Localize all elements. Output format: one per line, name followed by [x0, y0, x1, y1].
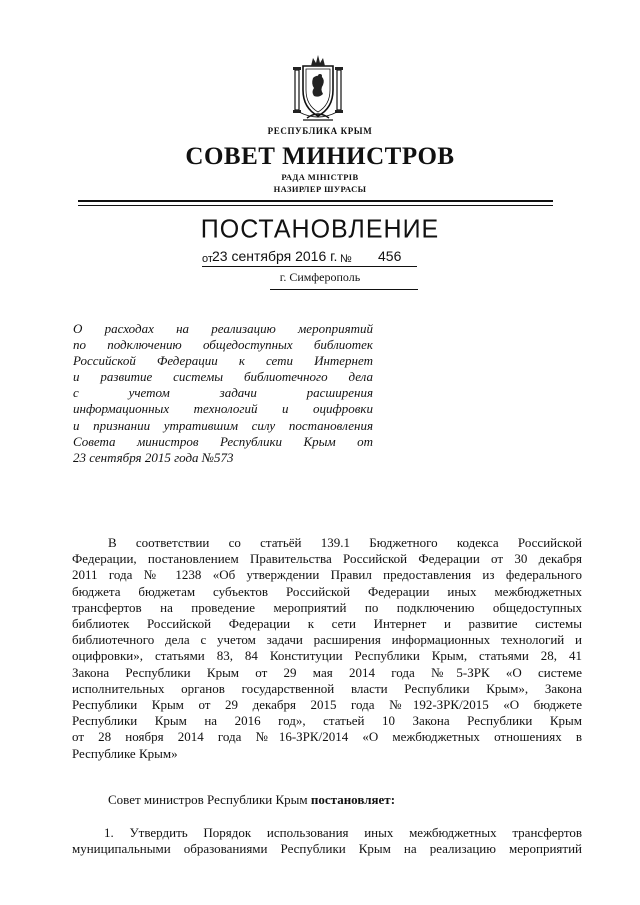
paragraph-line: от 28 ноября 2014 года №16-ЗРК/2014 «О межбюджетных отношениях в	[72, 729, 582, 745]
paragraph-line: Республики Крым от 29 декабря 2015 года №192-ЗРК/2015 «О бюджете	[72, 697, 582, 713]
paragraph-line: Республике Крым»	[72, 745, 178, 761]
item-1-paragraph	[72, 825, 582, 857]
paragraph-line: библиотечного дела с учетом задачи расширения информационных технологий и	[72, 632, 582, 648]
paragraph-line: Республики Крым на 2016 год», статьей 10 Закона Республики Крым	[72, 713, 582, 729]
council-name: СОВЕТ МИНИСТРОВ	[185, 143, 455, 170]
resolves-text: Совет министров Республики Крым	[108, 792, 311, 807]
decree-number: 456	[378, 248, 402, 264]
paragraph-line: трансфертов на проведение мероприятий по подключению общедоступных	[72, 599, 582, 615]
paragraph-line: исполнительных органов государственной власти Республики Крым», Закона	[72, 680, 582, 696]
resolves-keyword: постановляет:	[310, 792, 396, 807]
paragraph-line: библиотек Российской Федерации к сети Интернет и развитие системы	[72, 616, 582, 632]
date-underline	[202, 266, 417, 267]
decree-subject	[73, 321, 373, 466]
decree-title: ПОСТАНОВЛЕНИЕ	[200, 214, 440, 244]
paragraph-line: 1. Утвердить Порядок использования иных межбюджетных трансфертов	[104, 825, 582, 840]
paragraph-line: Федерации, постановлением Правительства Российской Федерации от 30 декабря	[72, 551, 582, 567]
decree-city: г. Симферополь	[279, 270, 361, 284]
paragraph-line: Закона Республики Крым от 29 мая 2014 года №5-ЗРК «О системе	[72, 664, 582, 680]
resolves-paragraph	[72, 792, 618, 808]
decree-date: 23 сентября 2016 г.	[212, 248, 338, 264]
subject-line: О расходах на реализацию мероприятий	[73, 321, 373, 336]
subject-line: по подключению общедоступных библиотек	[73, 337, 373, 353]
header-rule-thin	[78, 205, 553, 206]
paragraph-line: 2011 года № 1238 «Об утверждении Правил предоставления из федерального	[72, 567, 582, 583]
subject-line: и развитие системы библиотечного дела	[73, 369, 373, 385]
subject-line: и признании утратившим силу постановления	[73, 417, 373, 433]
header-rule-thick	[78, 200, 553, 202]
city-underline	[270, 289, 418, 290]
subject-line: с учетом задачи расширения	[73, 385, 373, 401]
paragraph-line: В соответствии со статьёй 139.1 Бюджетного кодекса Российской	[108, 535, 582, 550]
paragraph-line: бюджета бюджетам субъектов Российской Федерации иных межбюджетных	[72, 583, 582, 599]
preamble-paragraph	[72, 535, 582, 762]
subject-line: информационных технологий и оцифровки	[73, 401, 373, 417]
council-name-crimean-tatar: НАЗИРЛЕР ШУРАСЫ	[273, 184, 367, 194]
date-from-label: от	[202, 253, 213, 265]
council-name-ukrainian: РАДА МІНІСТРІВ	[281, 172, 359, 182]
decree-date-row	[202, 248, 432, 268]
paragraph-line: оцифровки», статьями 83, 84 Конституции Республики Крым, статьями 28, 41	[72, 648, 582, 664]
subject-line: 23 сентября 2015 года №573	[73, 449, 234, 465]
subject-line: Совета министров Республики Крым от	[73, 433, 373, 449]
crimea-coat-of-arms-icon	[273, 52, 363, 122]
republic-name: РЕСПУБЛИКА КРЫМ	[267, 126, 373, 136]
subject-line: Российской Федерации к сети Интернет	[73, 353, 373, 369]
paragraph-line: муниципальными образованиями Республики Крым на реализацию мероприятий	[72, 841, 582, 857]
number-label: №	[340, 253, 352, 265]
